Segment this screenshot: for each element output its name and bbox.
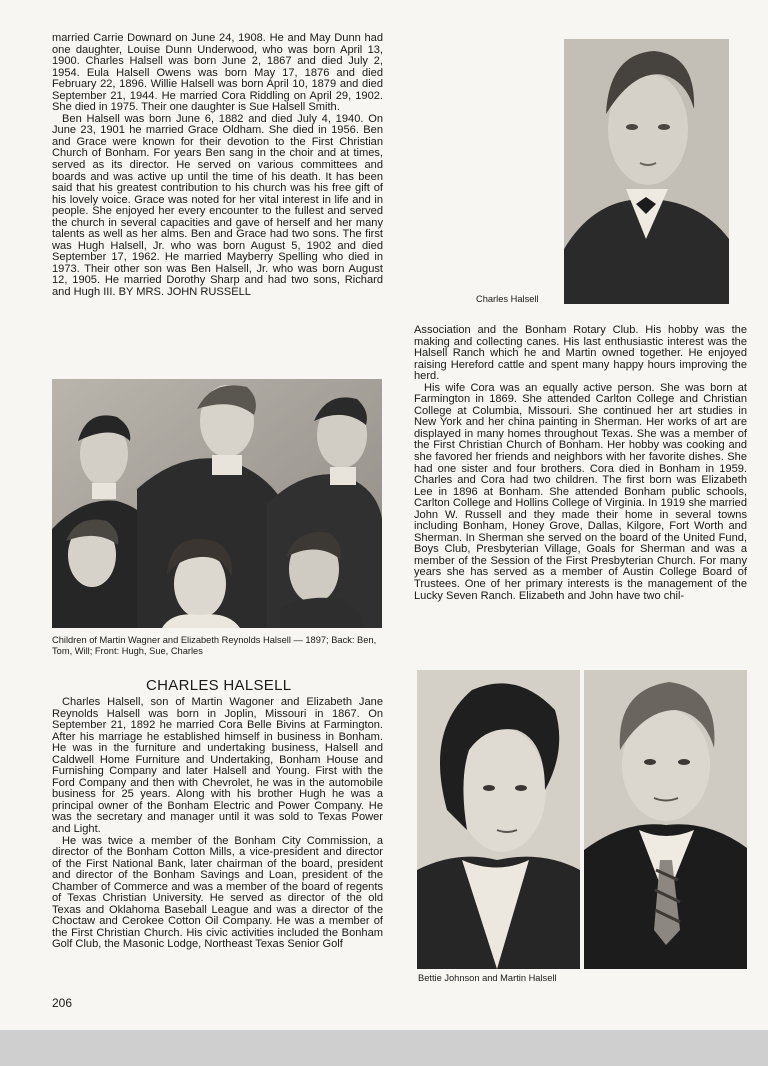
martin-halsell-photo: [584, 670, 747, 969]
section-heading: CHARLES HALSELL: [146, 677, 292, 694]
scan-margin: [0, 1030, 768, 1066]
intro-text-block: [52, 33, 383, 299]
charles-paragraph-1: Charles Halsell, son of Martin Wagoner and Elizabeth Jane Reynolds Halsell was born in Joplin, Missouri in 1867. On September 21, 1892 he married Cora Belle Bivins at Farmington. After his marriage he established himself in business in Bonham. He was in the furniture and undertaking business, Halsell and Caldwell Home Furniture and Undertaking, Bonham House and Furnishing Company and later Halsell and Young. First with the Ford Company and then with Chevrolet, he was in the automobile business for 25 years. Along with his brother Hugh he was a principal owner of the Bonham Electric and Power Company. He was the secretary and manager until it was sold to Texas Power and Light.: [52, 696, 383, 836]
column-2-text-block: [414, 325, 747, 602]
charles-halsell-portrait: [564, 39, 729, 304]
couple-photos-caption: Bettie Johnson and Martin Halsell: [418, 973, 557, 983]
charles-halsell-text-block: [52, 697, 383, 951]
ben-halsell-paragraph: Ben Halsell was born June 6, 1882 and died July 4, 1940. On June 23, 1901 he married Grace Oldham. She died in 1956. Ben and Grace were known for their devotion to the First Christian Church of Bonham. For years Ben sang in the choir and at times, served as its director. He served on various committees and boards and was active up until the time of his death. It has been said that his greatest contribution to his church was his free gift of his lovely voice. Grace was noted for her vital interest in life and in people. She enjoyed her every encounter to the fullest and served the church in several capacities and gave of herself and her many talents as well as her alms. Ben and Grace had two sons. The first was Hugh Halsell, Jr. who was born August 5, 1902 and died September 17, 1962. He married Mayberry Spelling who died in 1973. Their other son was Ben Halsell, Jr. who was born August 12, 1905. He married Dorothy Sharp and had two sons, Richard and Hugh III. BY MRS. JOHN RUSSELL: [52, 112, 383, 299]
intro-paragraph-1: married Carrie Downard on June 24, 1908. He and May Dunn had one daughter, Louise Dunn Underwood, who was born April 13, 1900. Charles Halsell was born June 2, 1867 and died July 2, 1954. Eula Halsell Owens was born May 17, 1876 and died February 22, 1896. Willie Halsell was born April 10, 1879 and died September 21, 1944. He married Cora Riddling on April 29, 1902. She died in 1975. Their one daughter is Sue Halsell Smith.: [52, 32, 383, 114]
bettie-johnson-photo: [417, 670, 580, 969]
cora-paragraph: His wife Cora was an equally active person. She was born at Farmington in 1869. She attended Carlton College and Christian College at Columbia, Missouri. She continued her art studies in New York and her china painting in Sherman. Her works of art are displayed in many homes throughout Texas. She was a member of the First Christian Church of Bonham. Her hobby was cooking and she favored her friends and neighbors with her favorite dishes. She had one sister and four brothers. Cora died in Bonham in 1959. Charles and Cora had two children. The first born was Elizabeth Lee in 1896 at Bonham. She attended Bonham public schools, Carlton College and Hollins College of Virginia. In 1919 she married John W. Russell and they made their home in several towns including Bonham, Honey Grove, Dallas, Kilgore, Fort Worth and Sherman. In Sherman she served on the board of the United Fund, Boys Club, Presbyterian Village, Goals for Sherman and was a member of the Session of the First Presbyterian Church. For many years she has served as a member of Austin College Board of Trustees. One of her primary interests is the management of the Lucky Seven Ranch. Elizabeth and John have two chil-: [414, 381, 747, 602]
charles-paragraph-2: He was twice a member of the Bonham City Commission, a director of the Bonham Cotton Mills, a vice-president and director of the First National Bank, later chairman of the board, president and director of the Bonham Savings and Loan, president of the Chamber of Commerce and was a member of the board of regents of Texas Christian University. He served as director of the old Texas and Oklahoma Baseball League and was a director of the Choctaw and Cerokee Cotton Oil Company. He was a member of the First Christian Church. His civic activities included the Bonham Golf Club, the Masonic Lodge, Northeast Texas Senior Golf: [52, 834, 383, 951]
family-group-photo: [52, 379, 382, 628]
page-number: 206: [52, 996, 73, 1010]
column-2-paragraph-1: Association and the Bonham Rotary Club. His hobby was the making and collecting canes. His last enthusiastic interest was the Halsell Ranch which he and Martin owned together. He enjoyed raising Hereford cattle and spent many happy hours improving the herd.: [414, 324, 747, 383]
portrait-caption: Charles Halsell: [476, 294, 539, 304]
family-photo-caption: Children of Martin Wagner and Elizabeth Reynolds Halsell — 1897; Back: Ben, Tom, Will; Front: Hugh, Sue, Charles: [52, 635, 377, 656]
